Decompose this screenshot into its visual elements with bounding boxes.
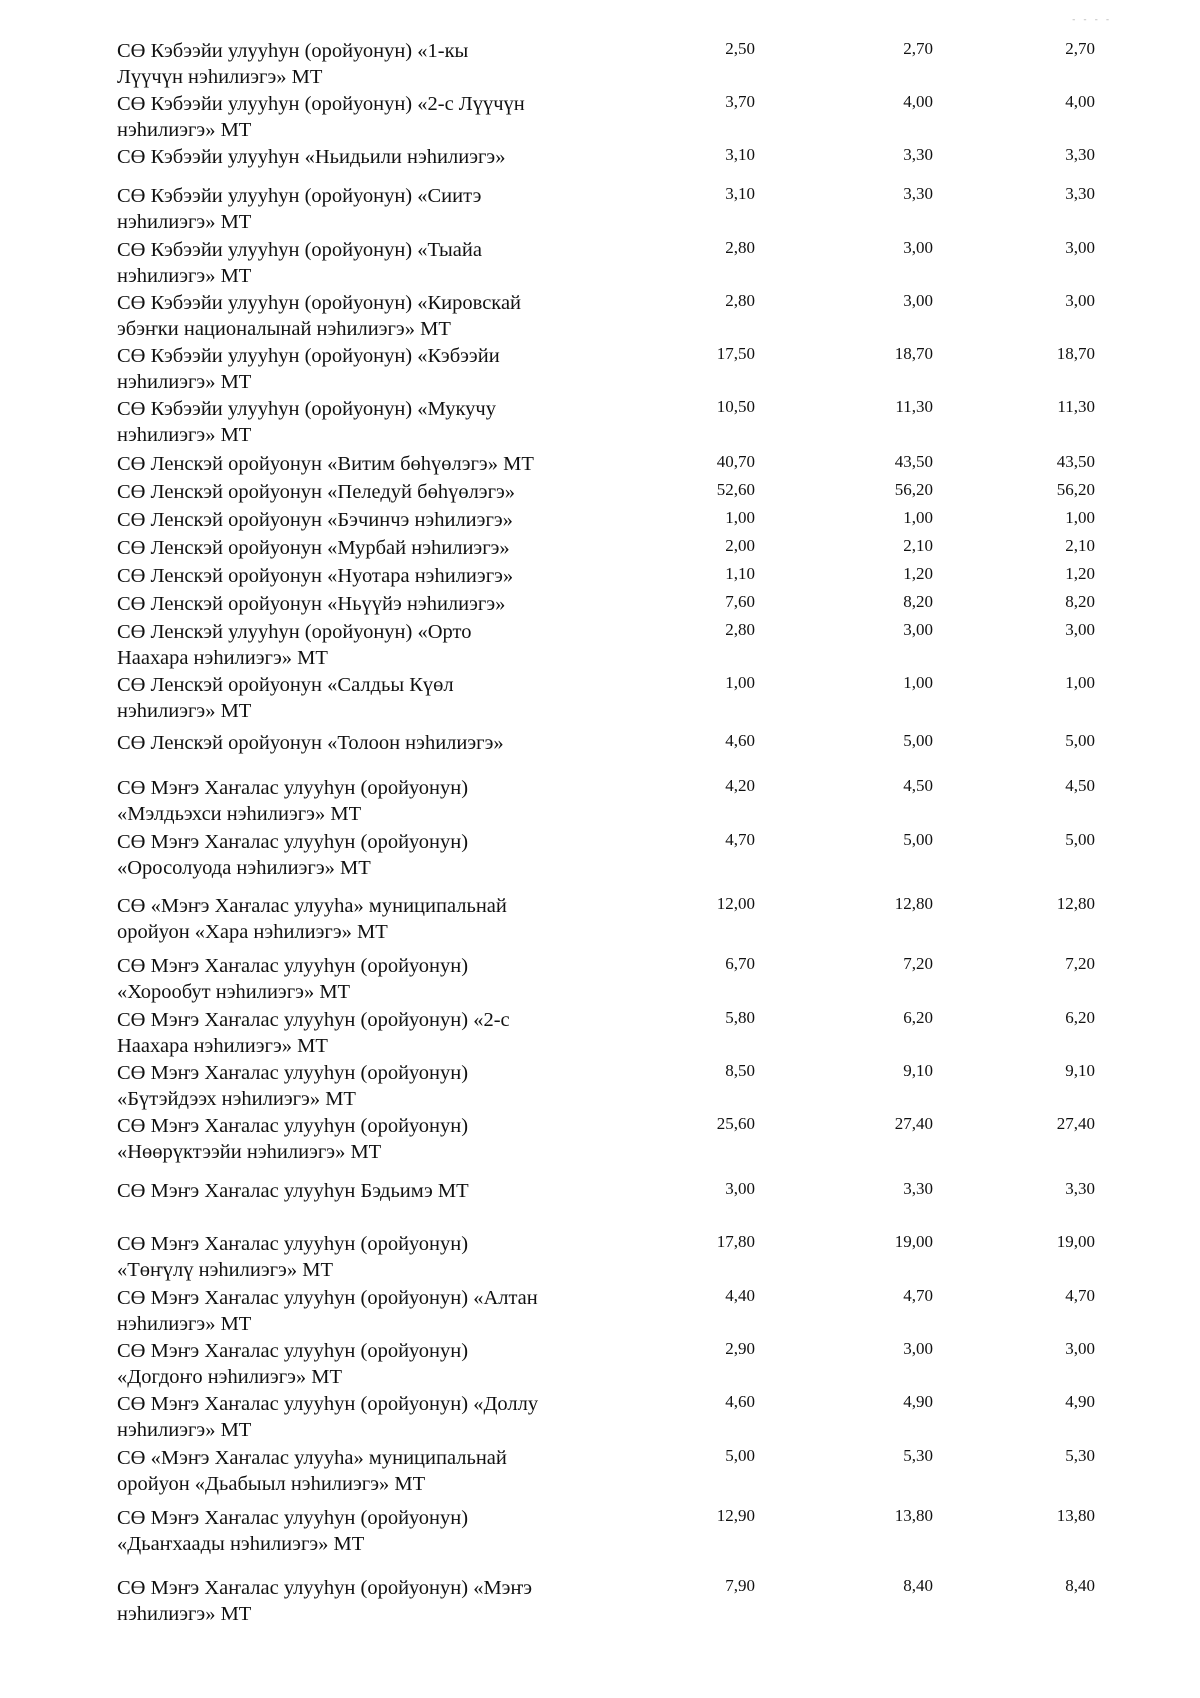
row-value-v3: 4,50 — [1065, 776, 1095, 795]
row-name: СӨ Мэҥэ Хаҥалас улууһун (оройуонун) «Доллу нэһилиэгэ» МТ — [117, 1393, 539, 1441]
row-value-v1: 17,50 — [716, 344, 755, 363]
row-value-v2: 7,20 — [903, 954, 933, 973]
row-value-v1: 4,60 — [725, 1392, 755, 1411]
row-value-v2: 1,20 — [903, 564, 933, 583]
row-value-v3: 8,40 — [1065, 1576, 1095, 1595]
row-value-v2: 3,00 — [903, 1339, 933, 1358]
row-name: СӨ Кэбээйи улууһун (оройуонун) «1-кы Лүүчүн нэһилиэгэ» МТ — [117, 40, 469, 88]
row-value-v3: 3,00 — [1065, 291, 1095, 310]
row-value-v2: 5,00 — [903, 731, 933, 750]
row-value-v1: 2,80 — [725, 291, 755, 310]
row-value-v2: 43,50 — [894, 452, 933, 471]
row-value-v1: 8,50 — [725, 1061, 755, 1080]
row-name: СӨ Кэбээйи улууһун (оройуонун) «2-с Лүүчүн нэһилиэгэ» МТ — [117, 93, 525, 141]
scan-mark: - - - - — [1072, 14, 1112, 24]
row-value-v1: 2,90 — [725, 1339, 755, 1358]
row-name: СӨ Ленскэй оройуонун «Бэчинчэ нэһилиэгэ» — [117, 509, 513, 531]
row-value-v1: 3,10 — [725, 184, 755, 203]
row-value-v2: 4,90 — [903, 1392, 933, 1411]
row-value-v2: 8,20 — [903, 592, 933, 611]
row-value-v3: 18,70 — [1056, 344, 1095, 363]
row-value-v2: 2,10 — [903, 536, 933, 555]
row-value-v3: 7,20 — [1065, 954, 1095, 973]
row-name: СӨ Кэбээйи улууһун «Ньидьили нэһилиэгэ» — [117, 146, 506, 168]
row-value-v1: 40,70 — [716, 452, 755, 471]
row-value-v3: 1,20 — [1065, 564, 1095, 583]
row-value-v1: 7,90 — [725, 1576, 755, 1595]
row-name: СӨ «Мэҥэ Хаҥалас улууһа» муниципальнай оройуон «Дьабыыл нэһилиэгэ» МТ — [117, 1447, 507, 1495]
row-value-v3: 12,80 — [1056, 894, 1095, 913]
row-value-v2: 56,20 — [894, 480, 933, 499]
row-value-v2: 5,30 — [903, 1446, 933, 1465]
row-value-v2: 1,00 — [903, 508, 933, 527]
row-value-v1: 4,60 — [725, 731, 755, 750]
row-value-v3: 3,30 — [1065, 184, 1095, 203]
row-value-v3: 1,00 — [1065, 508, 1095, 527]
row-value-v1: 12,00 — [716, 894, 755, 913]
row-value-v2: 3,00 — [903, 291, 933, 310]
row-value-v2: 5,00 — [903, 830, 933, 849]
row-value-v2: 3,30 — [903, 1179, 933, 1198]
row-value-v1: 4,40 — [725, 1286, 755, 1305]
row-name: СӨ Кэбээйи улууһун (оройуонун) «Мукучу нэһилиэгэ» МТ — [117, 398, 496, 446]
row-name: СӨ Ленскэй оройуонун «Салдьы Күөл нэһилиэгэ» МТ — [117, 674, 454, 722]
row-value-v3: 4,90 — [1065, 1392, 1095, 1411]
row-value-v2: 3,00 — [903, 620, 933, 639]
row-value-v1: 25,60 — [716, 1114, 755, 1133]
row-value-v1: 3,00 — [725, 1179, 755, 1198]
row-value-v2: 1,00 — [903, 673, 933, 692]
row-value-v3: 27,40 — [1056, 1114, 1095, 1133]
row-value-v1: 17,80 — [716, 1232, 755, 1251]
row-value-v3: 4,70 — [1065, 1286, 1095, 1305]
row-value-v3: 5,00 — [1065, 731, 1095, 750]
row-name: СӨ Мэҥэ Хаҥалас улууһун (оройуонун) «Хорообут нэһилиэгэ» МТ — [117, 955, 469, 1003]
row-name: СӨ Ленскэй оройуонун «Мурбай нэһилиэгэ» — [117, 537, 510, 559]
row-value-v3: 2,70 — [1065, 39, 1095, 58]
row-value-v3: 2,10 — [1065, 536, 1095, 555]
row-value-v2: 6,20 — [903, 1008, 933, 1027]
row-value-v1: 12,90 — [716, 1506, 755, 1525]
row-value-v3: 8,20 — [1065, 592, 1095, 611]
row-value-v3: 56,20 — [1056, 480, 1095, 499]
row-name: СӨ Кэбээйи улууһун (оройуонун) «Тыайа нэһилиэгэ» МТ — [117, 239, 482, 287]
row-value-v2: 4,00 — [903, 92, 933, 111]
row-value-v1: 2,00 — [725, 536, 755, 555]
row-value-v2: 13,80 — [894, 1506, 933, 1525]
row-value-v2: 11,30 — [895, 397, 933, 416]
row-name: СӨ Мэҥэ Хаҥалас улууһун (оройуонун) «Бүтэйдээх нэһилиэгэ» МТ — [117, 1062, 469, 1110]
row-value-v1: 2,80 — [725, 238, 755, 257]
row-value-v2: 3,00 — [903, 238, 933, 257]
row-name: СӨ Мэҥэ Хаҥалас улууһун (оройуонун) «Мэлдьэхси нэһилиэгэ» МТ — [117, 777, 469, 825]
row-value-v3: 43,50 — [1056, 452, 1095, 471]
row-value-v1: 5,80 — [725, 1008, 755, 1027]
row-value-v2: 8,40 — [903, 1576, 933, 1595]
row-name: СӨ Ленскэй оройуонун «Нуотара нэһилиэгэ» — [117, 565, 514, 587]
row-value-v1: 7,60 — [725, 592, 755, 611]
row-value-v1: 5,00 — [725, 1446, 755, 1465]
row-value-v1: 6,70 — [725, 954, 755, 973]
row-name: СӨ Кэбээйи улууһун (оройуонун) «Кэбээйи нэһилиэгэ» МТ — [117, 345, 500, 393]
row-value-v2: 18,70 — [894, 344, 933, 363]
row-value-v3: 6,20 — [1065, 1008, 1095, 1027]
row-name: СӨ Ленскэй улууһун (оройуонун) «Орто Наахара нэһилиэгэ» МТ — [117, 621, 472, 669]
row-value-v3: 3,30 — [1065, 145, 1095, 164]
row-name: СӨ Мэҥэ Хаҥалас улууһун (оройуонун) «Оросолуода нэһилиэгэ» МТ — [117, 831, 469, 879]
row-value-v2: 12,80 — [894, 894, 933, 913]
row-name: СӨ Мэҥэ Хаҥалас улууһун Бэдьимэ МТ — [117, 1180, 469, 1202]
row-value-v2: 9,10 — [903, 1061, 933, 1080]
row-value-v2: 4,70 — [903, 1286, 933, 1305]
row-value-v1: 2,50 — [725, 39, 755, 58]
row-value-v2: 4,50 — [903, 776, 933, 795]
row-value-v1: 2,80 — [725, 620, 755, 639]
row-value-v3: 3,00 — [1065, 620, 1095, 639]
row-name: СӨ Ленскэй оройуонун «Пеледуй бөһүөлэгэ» — [117, 481, 516, 503]
row-value-v3: 5,30 — [1065, 1446, 1095, 1465]
row-value-v3: 13,80 — [1056, 1506, 1095, 1525]
row-value-v3: 9,10 — [1065, 1061, 1095, 1080]
row-name: СӨ Мэҥэ Хаҥалас улууһун (оройуонун) «Догдоҥо нэһилиэгэ» МТ — [117, 1340, 469, 1388]
row-name: СӨ Мэҥэ Хаҥалас улууһун (оройуонун) «Төҥүлү нэһилиэгэ» МТ — [117, 1233, 469, 1281]
row-value-v2: 2,70 — [903, 39, 933, 58]
row-name: СӨ Мэҥэ Хаҥалас улууһун (оройуонун) «2-с Наахара нэһилиэгэ» МТ — [117, 1009, 510, 1057]
row-name: СӨ Кэбээйи улууһун (оройуонун) «Кировскай эбэҥки националынай нэһилиэгэ» МТ — [117, 292, 522, 340]
row-name: СӨ «Мэҥэ Хаҥалас улууһа» муниципальнай оройуон «Хара нэһилиэгэ» МТ — [117, 895, 507, 943]
row-value-v2: 27,40 — [894, 1114, 933, 1133]
row-value-v2: 19,00 — [894, 1232, 933, 1251]
row-name: СӨ Мэҥэ Хаҥалас улууһун (оройуонун) «Дьаҥхаады нэһилиэгэ» МТ — [117, 1507, 469, 1555]
row-value-v3: 3,00 — [1065, 238, 1095, 257]
row-name: СӨ Ленскэй оройуонун «Ньүүйэ нэһилиэгэ» — [117, 593, 506, 615]
row-value-v2: 3,30 — [903, 184, 933, 203]
row-value-v3: 5,00 — [1065, 830, 1095, 849]
row-value-v1: 1,10 — [725, 564, 755, 583]
row-name: СӨ Ленскэй оройуонун «Толоон нэһилиэгэ» — [117, 732, 504, 754]
row-name: СӨ Кэбээйи улууһун (оройуонун) «Сиитэ нэһилиэгэ» МТ — [117, 185, 482, 233]
row-value-v3: 19,00 — [1056, 1232, 1095, 1251]
row-value-v1: 52,60 — [716, 480, 755, 499]
row-name: СӨ Мэҥэ Хаҥалас улууһун (оройуонун) «Алтан нэһилиэгэ» МТ — [117, 1287, 538, 1335]
row-value-v3: 11,30 — [1057, 397, 1095, 416]
row-value-v1: 10,50 — [716, 397, 755, 416]
row-value-v3: 3,00 — [1065, 1339, 1095, 1358]
row-value-v3: 4,00 — [1065, 92, 1095, 111]
row-name: СӨ Ленскэй оройуонун «Витим бөһүөлэгэ» МТ — [117, 453, 534, 475]
row-value-v1: 3,70 — [725, 92, 755, 111]
row-value-v1: 3,10 — [725, 145, 755, 164]
row-value-v1: 1,00 — [725, 673, 755, 692]
row-value-v1: 1,00 — [725, 508, 755, 527]
row-name: СӨ Мэҥэ Хаҥалас улууһун (оройуонун) «Мэҥэ нэһилиэгэ» МТ — [117, 1577, 533, 1625]
row-name: СӨ Мэҥэ Хаҥалас улууһун (оройуонун) «Нөөрүктээйи нэһилиэгэ» МТ — [117, 1115, 469, 1163]
row-value-v3: 1,00 — [1065, 673, 1095, 692]
row-value-v1: 4,70 — [725, 830, 755, 849]
row-value-v1: 4,20 — [725, 776, 755, 795]
row-value-v3: 3,30 — [1065, 1179, 1095, 1198]
row-value-v2: 3,30 — [903, 145, 933, 164]
